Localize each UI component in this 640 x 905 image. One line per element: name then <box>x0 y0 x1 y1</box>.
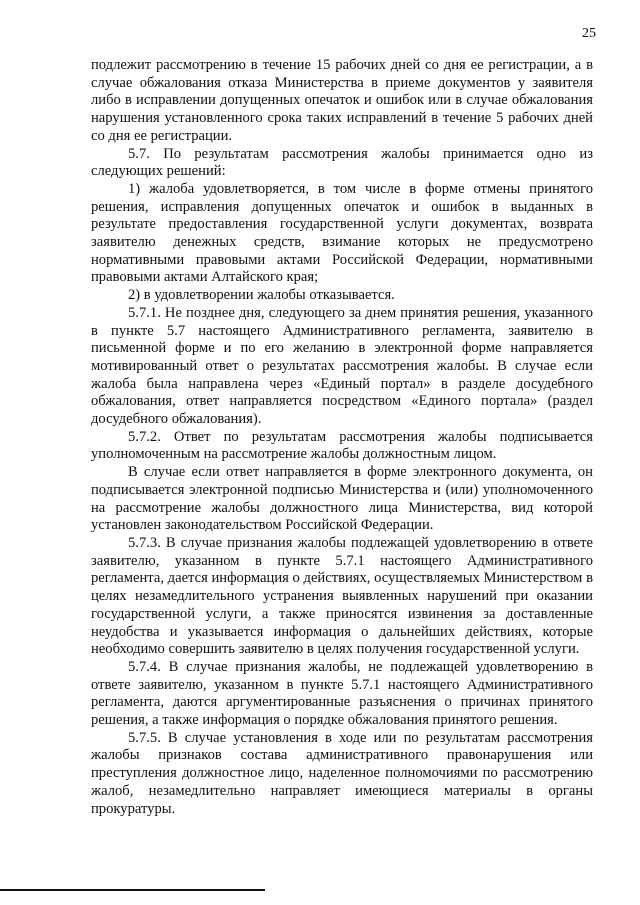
paragraph-5-7-3: 5.7.3. В случае признания жалобы подлежащей удовлетворению в ответе заявителю, указанном в пункте 5.7.1 настоящего Административного регламента, дается информация о действиях, осуществляемых Министерством в целях незамедлительного устранения выявленных нарушений при оказании государственной услуги, а также приносятся извинения за доставленные неудобства и указывается информация о дальнейших действиях, которые необходимо совершить заявителю в целях получения государственной услуги. <box>91 534 593 658</box>
paragraph-5-7-2: 5.7.2. Ответ по результатам рассмотрения жалобы подписывается уполномоченным на рассмотрение жалобы должностным лицом. <box>91 428 593 463</box>
page-number: 25 <box>582 26 596 41</box>
paragraph-5-7: 5.7. По результатам рассмотрения жалобы принимается одно из следующих решений: <box>91 145 593 180</box>
paragraph-5-7-5: 5.7.5. В случае установления в ходе или по результатам рассмотрения жалобы признаков состава административного правонарушения или преступления должностное лицо, наделенное полномочиями по рассмотрению жалоб, незамедлительно направляет имеющиеся материалы в органы прокуратуры. <box>91 729 593 817</box>
paragraph-5-7-1: 5.7.1. Не позднее дня, следующего за днем принятия решения, указанного в пункте 5.7 настоящего Административного регламента, заявителю в письменной форме и по его желанию в электронной форме направляется мотивированный ответ о результатах рассмотрения жалобы. В случае если жалоба была направлена через «Единый портал» в разделе досудебного обжалования, ответ направляется посредством «Единого портала» (раздел досудебного обжалования). <box>91 304 593 428</box>
paragraph-5-7-4: 5.7.4. В случае признания жалобы, не подлежащей удовлетворению в ответе заявителю, указанном в пункте 5.7.1 настоящего Административного регламента, даются аргументированные разъяснения о причинах принятого решения, а также информация о порядке обжалования принятого решения. <box>91 658 593 729</box>
document-body <box>91 57 593 818</box>
paragraph-5-7-2-electronic: В случае если ответ направляется в форме электронного документа, он подписывается электронной подписью Министерства и (или) уполномоченного на рассмотрение жалобы должностного лица Министерства, вид которой установлен законодательством Российской Федерации. <box>91 464 593 534</box>
paragraph-intro: подлежит рассмотрению в течение 15 рабочих дней со дня ее регистрации, а в случае обжалования отказа Министерства в приеме документов у заявителя либо в исправлении допущенных опечаток и ошибок или в случае обжалования нарушения установленного срока таких исправлений в течение 5 рабочих дней со дня ее регистрации. <box>91 57 593 144</box>
paragraph-5-7-option-1: 1) жалоба удовлетворяется, в том числе в форме отмены принятого решения, исправления допущенных опечаток и ошибок в выданных в результате предоставления государственной услуги документах, возврата заявителю денежных средств, взимание которых не предусмотрено нормативными правовыми актами Российской Федерации, нормативными правовыми актами Алтайского края; <box>91 180 593 286</box>
footnote-separator-line <box>0 889 265 891</box>
paragraph-5-7-option-2: 2) в удовлетворении жалобы отказывается. <box>128 287 395 304</box>
